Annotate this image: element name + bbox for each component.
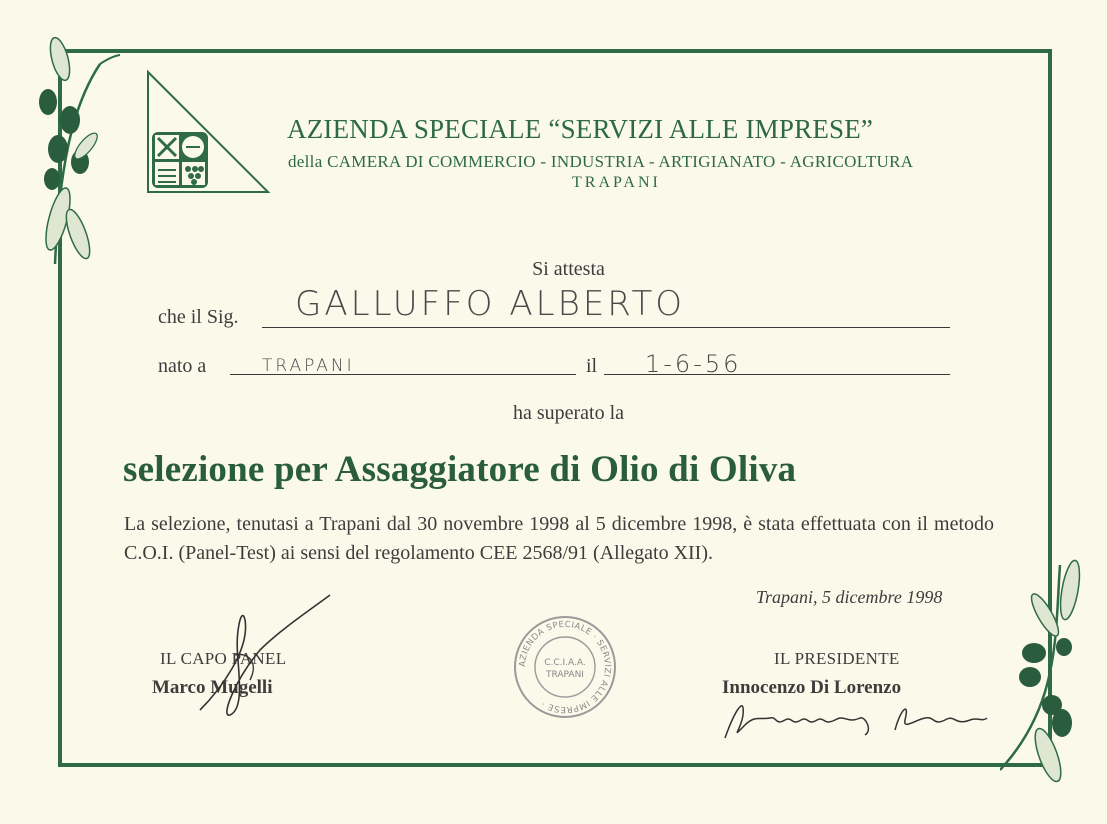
- left-handwritten-signature-icon: [190, 590, 340, 725]
- passed-text: ha superato la: [512, 402, 625, 424]
- place-date: Trapani, 5 dicembre 1998: [756, 587, 943, 607]
- name-underline: [262, 327, 950, 328]
- certificate-title: selezione per Assaggiatore di Olio di Oliva: [123, 449, 797, 490]
- header-title: AZIENDA SPECIALE “SERVIZI ALLE IMPRESE”: [287, 114, 874, 144]
- left-signatory-role: IL CAPO PANEL: [160, 649, 287, 668]
- birthdate-label: il: [586, 355, 598, 377]
- olive-branch-bottom-right-icon: [1000, 555, 1095, 795]
- left-signatory-name: Marco Mugelli: [152, 677, 273, 698]
- olive-branch-top-left-icon: [30, 34, 120, 274]
- right-handwritten-signature-icon: [715, 690, 995, 745]
- birthdate-value: 1-6-56: [645, 350, 742, 378]
- body-text: La selezione, tenutasi a Trapani dal 30 novembre 1998 al 5 dicembre 1998, è stata effettuata con il metodo C.O.I. (Panel-Test) ai sensi del regolamento CEE 2568/91 (Allegato XII).: [124, 513, 994, 564]
- official-stamp-icon: [511, 613, 619, 721]
- birthplace-label: nato a: [158, 355, 207, 377]
- name-value: GALLUFFO ALBERTO: [295, 284, 685, 324]
- name-label: che il Sig.: [158, 306, 239, 328]
- header-subtitle: della CAMERA DI COMMERCIO - INDUSTRIA - ARTIGIANATO - AGRICOLTURA: [288, 152, 914, 171]
- birthplace-value: TRAPANI: [262, 356, 355, 376]
- right-signatory-name: Innocenzo Di Lorenzo: [722, 677, 902, 698]
- intro-text: Si attesta: [532, 258, 605, 280]
- header-city: TRAPANI: [572, 174, 661, 191]
- chamber-logo-icon: [146, 70, 270, 194]
- stamp-center-line2: TRAPANI: [546, 670, 584, 680]
- right-signatory-role: IL PRESIDENTE: [774, 649, 900, 668]
- stamp-ring-text: AZIENDA SPECIALE · SERVIZI ALLE IMPRESE ·: [517, 619, 613, 715]
- stamp-center-line1: C.C.I.A.A.: [544, 658, 586, 668]
